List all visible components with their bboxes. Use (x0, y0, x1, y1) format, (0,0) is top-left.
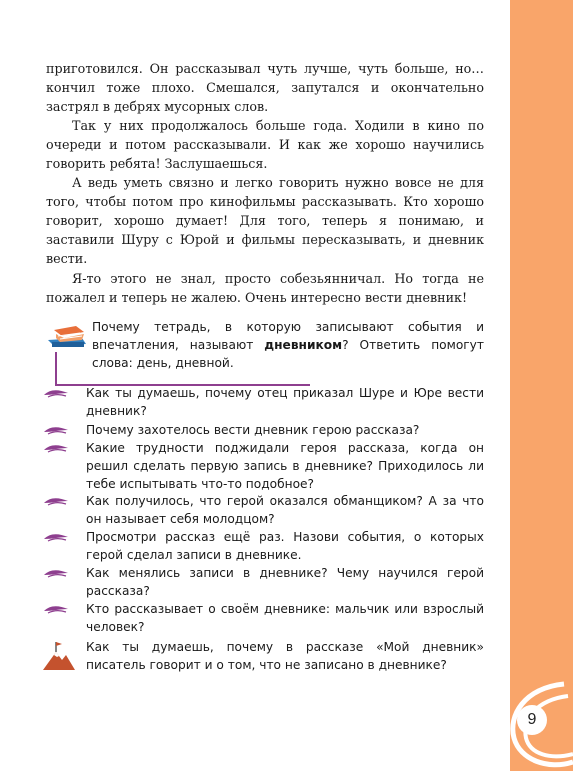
question-text: Просмотри рассказ ещё раз. Назови события, о которых герой сделал записи в дневнике. (86, 530, 484, 562)
books-icon (46, 318, 90, 354)
feather-marker-icon (44, 424, 68, 436)
story-paragraph: Так у них продолжалось больше года. Ходили в кино по очереди и потом рассказывали. И как же хорошо научились говорить ребята! Заслушаешься. (46, 118, 484, 172)
story-paragraph: приготовился. Он рассказывал чуть лучше, чуть больше, но… кончил тоже плохо. Смешался, запутался и окончательно застрял в дебрях мусорных слов. (46, 61, 484, 115)
vocabulary-task (46, 316, 486, 376)
story-paragraph: Я-то этого не знал, просто собезьянничал. Но тогда не пожалел и теперь не жалею. Очень интересно вести дневник! (46, 270, 484, 305)
page-number: 9 (527, 711, 537, 728)
feather-marker-icon (44, 531, 68, 543)
story-text (46, 59, 484, 307)
feather-marker-icon (44, 495, 68, 507)
final-question-text: Как ты думаешь, почему в рассказе «Мой дневник» писатель говорит и о том, что не записано в дневнике? (86, 640, 484, 672)
keyword: дневником (264, 338, 343, 352)
question-text: Почему захотелось вести дневник герою рассказа? (86, 423, 420, 437)
question-text: Как менялись записи в дневнике? Чему научился герой рассказа? (86, 566, 484, 598)
story-paragraph: А ведь уметь связно и легко говорить нужно вовсе не для того, чтобы потом про кинофильмы рассказывать. Кто хорошо говорит, хорошо думает! Для того, теперь я понимаю, и заставили Шуру с Юрой и фильмы пересказывать, и дневник вести. (46, 175, 484, 267)
feather-marker-icon (44, 387, 68, 399)
mountain-flag-icon (42, 640, 76, 672)
task-bracket (55, 352, 57, 386)
question-text: Как ты думаешь, почему отец приказал Шуре и Юре вести дневник? (86, 386, 484, 418)
question-text: Какие трудности поджидали героя рассказа, когда он решил сделать первую запись в дневнике? Приходилось ли тебе испытывать что-то подобное? (86, 441, 484, 491)
feather-marker-icon (44, 567, 68, 579)
feather-marker-icon (44, 603, 68, 615)
page-side-strip (510, 0, 573, 771)
task-text: Почему тетрадь, в которую записывают события и впечатления, называют дневником? Ответить помогут слова: день, дневной. (92, 320, 484, 370)
feather-marker-icon (44, 442, 68, 454)
question-text: Кто рассказывает о своём дневнике: мальчик или взрослый человек? (86, 602, 484, 634)
question-text: Как получилось, что герой оказался обманщиком? А за что он называет себя молодцом? (86, 494, 484, 526)
